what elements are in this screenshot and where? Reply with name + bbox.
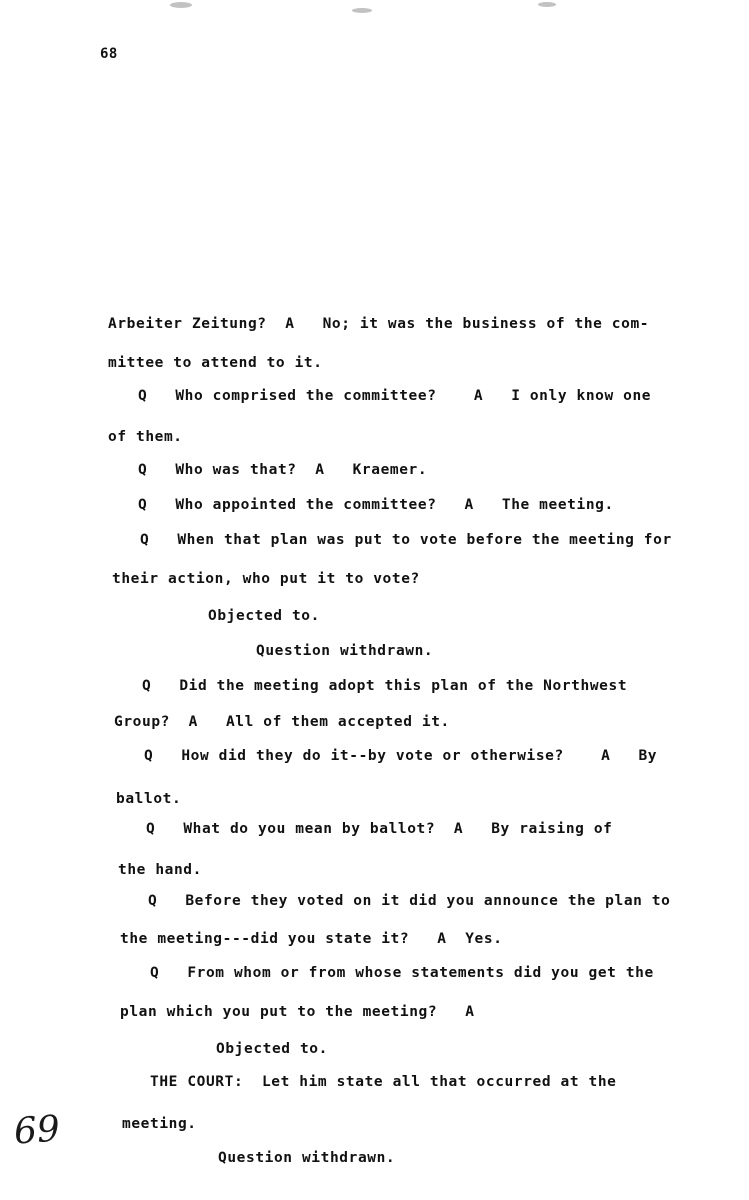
transcript-line: Q Did the meeting adopt this plan of the Northwest bbox=[142, 678, 628, 694]
transcript-line: Q How did they do it--by vote or otherwise? A By bbox=[144, 748, 658, 764]
transcript-line: plan which you put to the meeting? A bbox=[120, 1004, 475, 1020]
transcript-line: Q What do you mean by ballot? A By raising of bbox=[146, 821, 613, 837]
handwritten-page-number: 69 bbox=[12, 1108, 62, 1153]
transcript-line: Q From whom or from whose statements did you get the bbox=[150, 965, 654, 981]
transcript-line: Question withdrawn. bbox=[256, 643, 434, 659]
transcript-line: Q Who comprised the committee? A I only know one bbox=[138, 388, 652, 404]
transcript-line: mittee to attend to it. bbox=[108, 355, 323, 371]
transcript-line: Arbeiter Zeitung? A No; it was the business of the com- bbox=[108, 316, 650, 332]
transcript-line: the meeting---did you state it? A Yes. bbox=[120, 931, 503, 947]
transcript-line: the hand. bbox=[118, 862, 202, 878]
transcript-line: THE COURT: Let him state all that occurred at the bbox=[150, 1074, 617, 1090]
transcript-line: Objected to. bbox=[216, 1041, 328, 1057]
transcript-line: Q Who appointed the committee? A The meeting. bbox=[138, 497, 614, 513]
transcript-line: Question withdrawn. bbox=[218, 1150, 396, 1166]
transcript-line: of them. bbox=[108, 429, 183, 445]
transcript-line: Q Before they voted on it did you announce the plan to bbox=[148, 893, 671, 909]
page-number: 68 bbox=[100, 46, 118, 62]
transcript-line: Objected to. bbox=[208, 608, 320, 624]
transcript-line: meeting. bbox=[122, 1116, 197, 1132]
top-smudge-left bbox=[170, 2, 192, 8]
top-smudge-center bbox=[352, 8, 372, 13]
top-smudge-right bbox=[538, 2, 556, 7]
transcript-line: ballot. bbox=[116, 791, 182, 807]
transcript-line: Q Who was that? A Kraemer. bbox=[138, 462, 428, 478]
transcript-line: Group? A All of them accepted it. bbox=[114, 714, 450, 730]
transcript-line: Q When that plan was put to vote before the meeting for bbox=[140, 532, 672, 548]
transcript-line: their action, who put it to vote? bbox=[112, 571, 420, 587]
